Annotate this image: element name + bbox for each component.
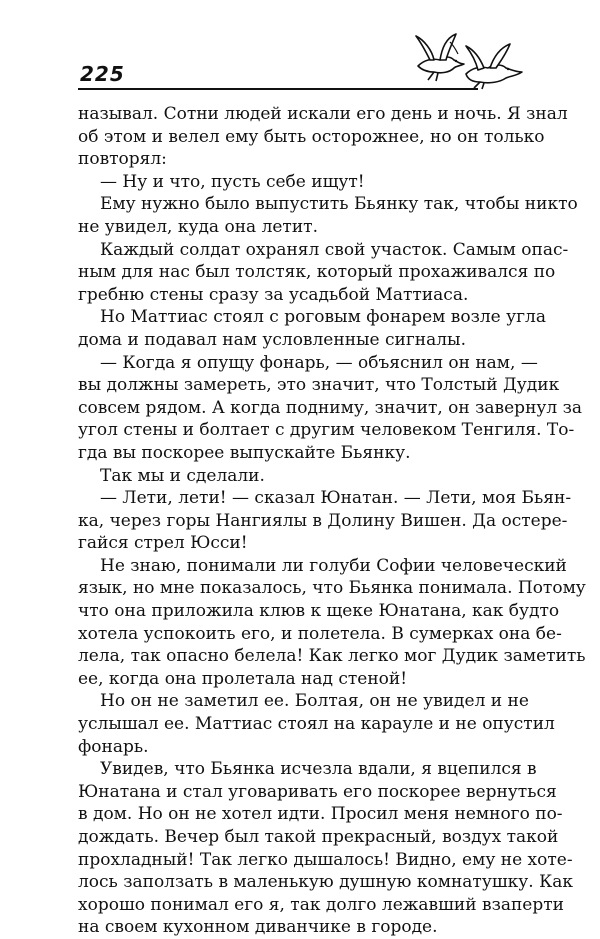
text-line: называл. Сотни людей искали его день и ночь. Я знал — [78, 104, 568, 124]
text-line: — Когда я опущу фонарь, — объяснил он нам, — — [100, 352, 538, 373]
text-line: ее, когда она пролетала над стеной! — [78, 668, 408, 689]
text-line: на своем кухонном диванчике в городе. — [78, 917, 438, 938]
text-line: Ему нужно было выпустить Бьянку так, чтобы никто — [100, 194, 578, 215]
text-line: лось заползать в маленькую душную комнатушку. Как — [78, 872, 573, 893]
text-line: хорошо понимал его я, так долго лежавший взаперти — [78, 894, 564, 915]
text-line: дома и подавал нам условленные сигналы. — [78, 329, 466, 350]
text-line: — Лети, лети! — сказал Юнатан. — Лети, моя Бьян- — [100, 488, 572, 509]
page-header — [78, 30, 523, 94]
text-line: ным для нас был толстяк, который прохаживался по — [78, 262, 556, 283]
text-line: угол стены и болтает с другим человеком Тенгиля. То- — [78, 420, 575, 441]
text-line: что она приложила клюв к щеке Юнатана, как будто — [78, 601, 560, 622]
text-line: прохладный! Так легко дышалось! Видно, ему не хоте- — [78, 849, 573, 870]
text-line: в дом. Но он не хотел идти. Просил меня немного по- — [78, 804, 563, 825]
text-line: услышал ее. Маттиас стоял на карауле и не опустил — [78, 714, 555, 735]
text-line: фонарь. — [78, 736, 149, 757]
text-line: об этом и велел ему быть осторожнее, но он только — [78, 126, 545, 147]
text-line: хотела успокоить его, и полетела. В сумерках она бе- — [78, 623, 562, 644]
text-line: не увидел, куда она летит. — [78, 216, 318, 237]
text-line: Но Маттиас стоял с роговым фонарем возле угла — [100, 307, 546, 328]
text-line: совсем рядом. А когда подниму, значит, он завернул за — [78, 397, 583, 418]
text-line: вы должны замереть, это значит, что Толстый Дудик — [78, 375, 560, 396]
page-number: 225 — [80, 62, 125, 86]
text-line: Но он не заметил ее. Болтая, он не увидел и не — [100, 691, 529, 712]
text-line: гайся стрел Юсси! — [78, 533, 248, 554]
text-line: Не знаю, понимали ли голуби Софии человеческий — [100, 555, 567, 576]
text-line: Каждый солдат охранял свой участок. Самым опас- — [100, 239, 569, 260]
text-line: — Ну и что, пусть себе ищут! — [100, 171, 365, 192]
doves-icon — [410, 30, 525, 90]
text-line: ка, через горы Нангиялы в Долину Вишен. Да остере- — [78, 510, 568, 531]
text-line: Так мы и сделали. — [100, 465, 265, 486]
text-line: дождать. Вечер был такой прекрасный, воздух такой — [78, 827, 559, 847]
text-line: язык, но мне показалось, что Бьянка понимала. Потому — [78, 578, 586, 599]
text-line: лела, так опасно белела! Как легко мог Дудик заметить — [78, 646, 586, 667]
text-line: гда вы поскорее выпускайте Бьянку. — [78, 442, 411, 463]
text-line: Увидев, что Бьянка исчезла вдали, я вцепился в — [100, 759, 537, 780]
body-text — [78, 103, 586, 939]
text-line: Юнатана и стал уговаривать его поскорее вернуться — [78, 781, 557, 802]
text-line: гребню стены сразу за усадьбой Маттиаса. — [78, 284, 469, 305]
text-line: повторял: — [78, 149, 167, 170]
